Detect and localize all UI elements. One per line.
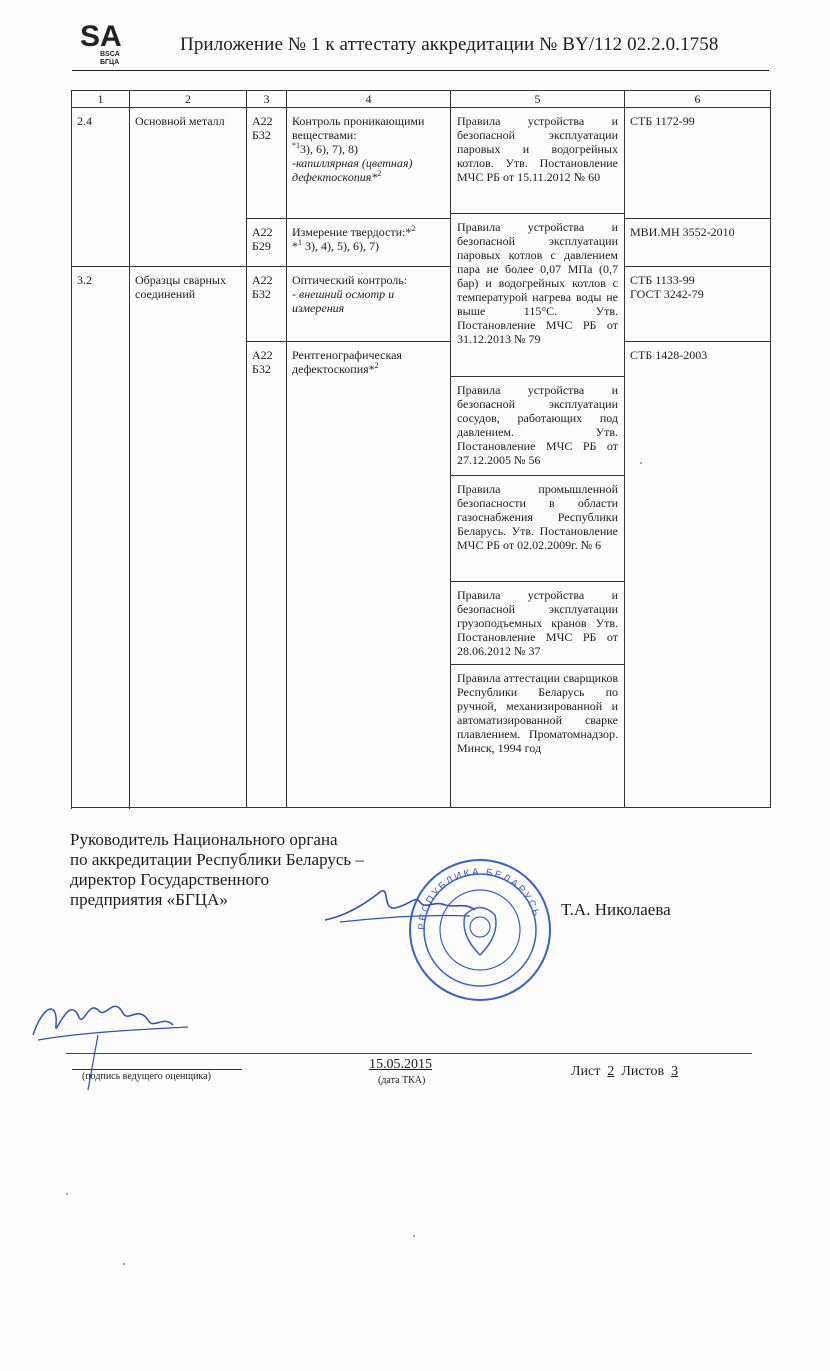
svg-text:BSCA: BSCA [100, 51, 120, 58]
regulations-cell [451, 108, 625, 808]
object-name: Образцы сварных соединений [130, 267, 247, 808]
standard: ГОСТ 3242-79 [630, 287, 704, 301]
code-cell [247, 219, 287, 267]
sheet-label: Лист [571, 1064, 601, 1079]
standard-cell: СТБ 1428-2003 [625, 342, 771, 808]
footnote-mark: *1 [292, 141, 300, 150]
signatory-line: директор Государственного [70, 870, 270, 889]
code: А22 [252, 114, 273, 128]
method-title: Измерение твердости:* [292, 225, 412, 239]
method-subtitle: - внешний осмотр и измерения [292, 287, 395, 315]
method-title: Рентгенографическая дефектоскопия* [292, 348, 402, 376]
standard-cell [625, 267, 771, 342]
object-name: Основной металл [130, 108, 247, 267]
svg-text:РЕСПУБЛИКА БЕЛАРУСЬ: РЕСПУБЛИКА БЕЛАРУСЬ [416, 866, 542, 931]
code-cell [247, 267, 287, 342]
regulation-item: Правила устройства и безопасной эксплуатации паровых и водогрейных котлов. Утв. Постановление МЧС РБ от 15.11.2012 № 60 [457, 114, 618, 184]
method-cell [287, 342, 451, 808]
code: А22 [252, 348, 273, 362]
footnote-star: * [292, 239, 298, 253]
code: Б32 [252, 362, 271, 376]
regulation-item: Правила промышленной безопасности в области газоснабжения Республики Беларусь. Утв. Постановление МЧС РБ от 02.02.2009г. № 6 [451, 475, 624, 581]
standard: СТБ 1133-99 [630, 273, 695, 287]
svg-text:БГЦА: БГЦА [100, 59, 120, 66]
tka-date-label: (дата ТКА) [378, 1075, 426, 1086]
regulation-item: Правила устройства и безопасной эксплуатации грузоподъемных кранов Утв. Постановление МЧС РБ от 28.06.2012 № 37 [451, 581, 624, 664]
method-cell [287, 267, 451, 342]
regulation-item: Правила аттестации сварщиков Республики Беларусь по ручной, механизированной и автоматизированной сварке плавлением. Проматомнадзор. Минск, 1994 год [451, 664, 624, 807]
scan-speck [123, 1263, 125, 1265]
code-cell [247, 108, 287, 219]
method-items: 3), 6), 7), 8) [300, 142, 358, 156]
col-number-3: 3 [247, 91, 287, 108]
svg-text:SA: SA [80, 20, 122, 53]
accreditation-table [71, 90, 771, 808]
sheet-counter [571, 1064, 678, 1080]
sheet-number: 2 [607, 1064, 615, 1079]
sheets-total: 3 [671, 1064, 679, 1079]
standard-cell: МВИ.МН 3552-2010 [625, 219, 771, 267]
footnote-mark: 1 [298, 238, 302, 247]
method-cell [287, 108, 451, 219]
table-row [72, 108, 771, 219]
standard-cell: СТБ 1172-99 [625, 108, 771, 219]
official-seal [405, 855, 555, 1005]
table-header-row [72, 91, 771, 108]
code: Б32 [252, 287, 271, 301]
code: Б32 [252, 128, 271, 142]
col-number-6: 6 [625, 91, 771, 108]
signatory-line: Руководитель Национального органа [70, 830, 338, 849]
col-number-2: 2 [130, 91, 247, 108]
signatory-name: Т.А. Николаева [561, 900, 671, 919]
regulation-item: Правила устройства и безопасной эксплуатации сосудов, работающих под давлением. Утв. Постановление МЧС РБ от 27.12.2005 № 56 [451, 376, 624, 475]
code: А22 [252, 273, 273, 287]
method-items: 3), 4), 5), 6), 7) [302, 239, 379, 253]
tka-date: 15.05.2015 [369, 1057, 432, 1072]
signature-label: (подпись ведущего оценщика) [82, 1071, 211, 1082]
footnote-mark: 2 [374, 361, 379, 370]
footnote-mark: 2 [411, 224, 416, 233]
code: А22 [252, 225, 273, 239]
signatory-line: предприятия «БГЦА» [70, 890, 228, 909]
col-number-4: 4 [287, 91, 451, 108]
row-number: 2.4 [72, 108, 130, 267]
method-title: Оптический контроль: [292, 273, 408, 287]
method-title: Контроль проникающими веществами: [292, 114, 425, 142]
page-title: Приложение № 1 к аттестату аккредитации № BY/112 02.2.0.1758 [180, 34, 719, 55]
signatory-line: по аккредитации Республики Беларусь – [70, 850, 364, 869]
scan-speck [413, 1235, 415, 1237]
col-number-1: 1 [72, 91, 130, 108]
method-subtitle: -капиллярная (цветная) дефектоскопия* [292, 156, 413, 184]
bsca-logo [78, 18, 126, 68]
scan-speck [640, 462, 642, 464]
header-divider [72, 70, 769, 71]
method-cell [287, 219, 451, 267]
signature-line [72, 1069, 242, 1070]
scan-speck [66, 1193, 68, 1195]
table-row [72, 267, 771, 342]
footer-divider [66, 1053, 752, 1054]
code: Б29 [252, 239, 271, 253]
regulation-item: Правила устройства и безопасной эксплуатации паровых котлов с давлением пара не более 0,07 МПа (0,7 бар) и водогрейных котлов с температурой нагрева воды не выше 115°С. Утв. Постановление МЧС РБ от 31.12.2013 № 79 [451, 213, 624, 376]
code-cell [247, 342, 287, 808]
sheets-label: Листов [621, 1064, 665, 1079]
col-number-5: 5 [451, 91, 625, 108]
footnote-mark: 2 [377, 169, 382, 178]
row-number: 3.2 [72, 267, 130, 808]
